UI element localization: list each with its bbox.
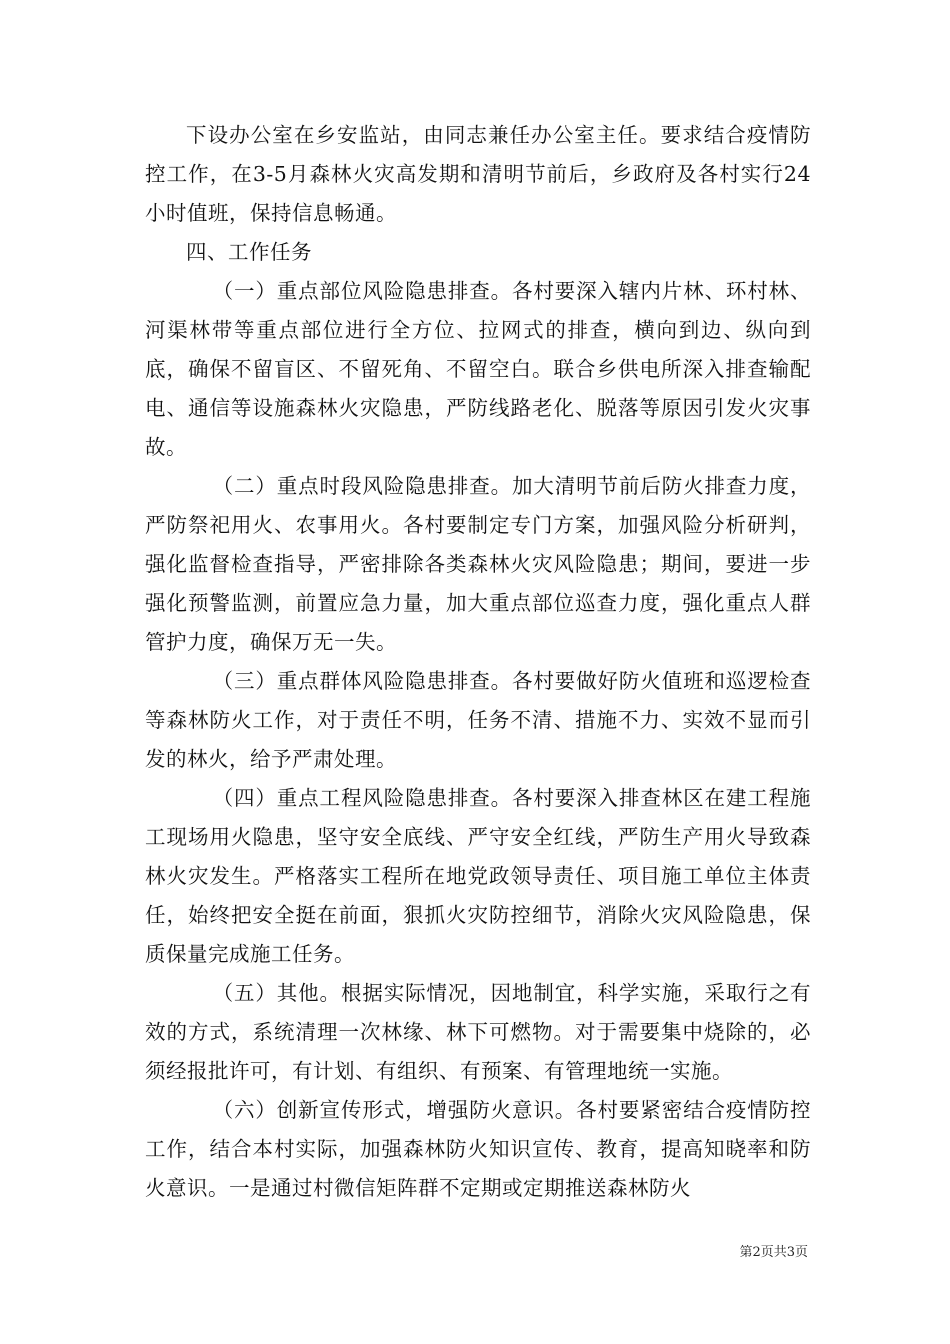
section-heading-work-tasks: 四、工作任务 — [186, 240, 312, 264]
page-number-footer: 第2页共3页 — [739, 1245, 808, 1260]
document-body — [145, 116, 811, 1208]
paragraph-task-4: （四）重点工程风险隐患排查。各村要深入排查林区在建工程施工现场用火隐患，坚守安全底线、严守安全红线，严防生产用火导致森林火灾发生。严格落实工程所在地党政领导责任、项目施工单位主体责任，始终把安全挺在前面，狠抓火灾防控细节，消除火灾风险隐患，保质保量完成施工任务。 — [145, 786, 811, 966]
paragraph-task-1: （一）重点部位风险隐患排查。各村要深入辖内片林、环村林、河渠林带等重点部位进行全方位、拉网式的排查，横向到边、纵向到底，确保不留盲区、不留死角、不留空白。联合乡供电所深入排查输配电、通信等设施森林火灾隐患，严防线路老化、脱落等原因引发火灾事故。 — [145, 279, 811, 459]
paragraph-task-6: （六）创新宣传形式，增强防火意识。各村要紧密结合疫情防控工作，结合本村实际，加强森林防火知识宣传、教育，提高知晓率和防火意识。一是通过村微信矩阵群不定期或定期推送森林防火 — [145, 1098, 811, 1200]
paragraph-task-3: （三）重点群体风险隐患排查。各村要做好防火值班和巡逻检查等森林防火工作，对于责任不明，任务不清、措施不力、实效不显而引发的林火，给予严肃处理。 — [145, 669, 811, 771]
paragraph-office-setup: 下设办公室在乡安监站，由同志兼任办公室主任。要求结合疫情防控工作，在3-5月森林火灾高发期和清明节前后，乡政府及各村实行24小时值班，保持信息畅通。 — [145, 123, 811, 225]
paragraph-task-5: （五）其他。根据实际情况，因地制宜，科学实施，采取行之有效的方式，系统清理一次林缘、林下可燃物。对于需要集中烧除的，必须经报批许可，有计划、有组织、有预案、有管理地统一实施。 — [145, 981, 811, 1083]
paragraph-task-2: （二）重点时段风险隐患排查。加大清明节前后防火排查力度，严防祭祀用火、农事用火。各村要制定专门方案，加强风险分析研判，强化监督检查指导，严密排除各类森林火灾风险隐患；期间，要进一步强化预警监测，前置应急力量，加大重点部位巡查力度，强化重点人群管护力度，确保万无一失。 — [145, 474, 811, 654]
